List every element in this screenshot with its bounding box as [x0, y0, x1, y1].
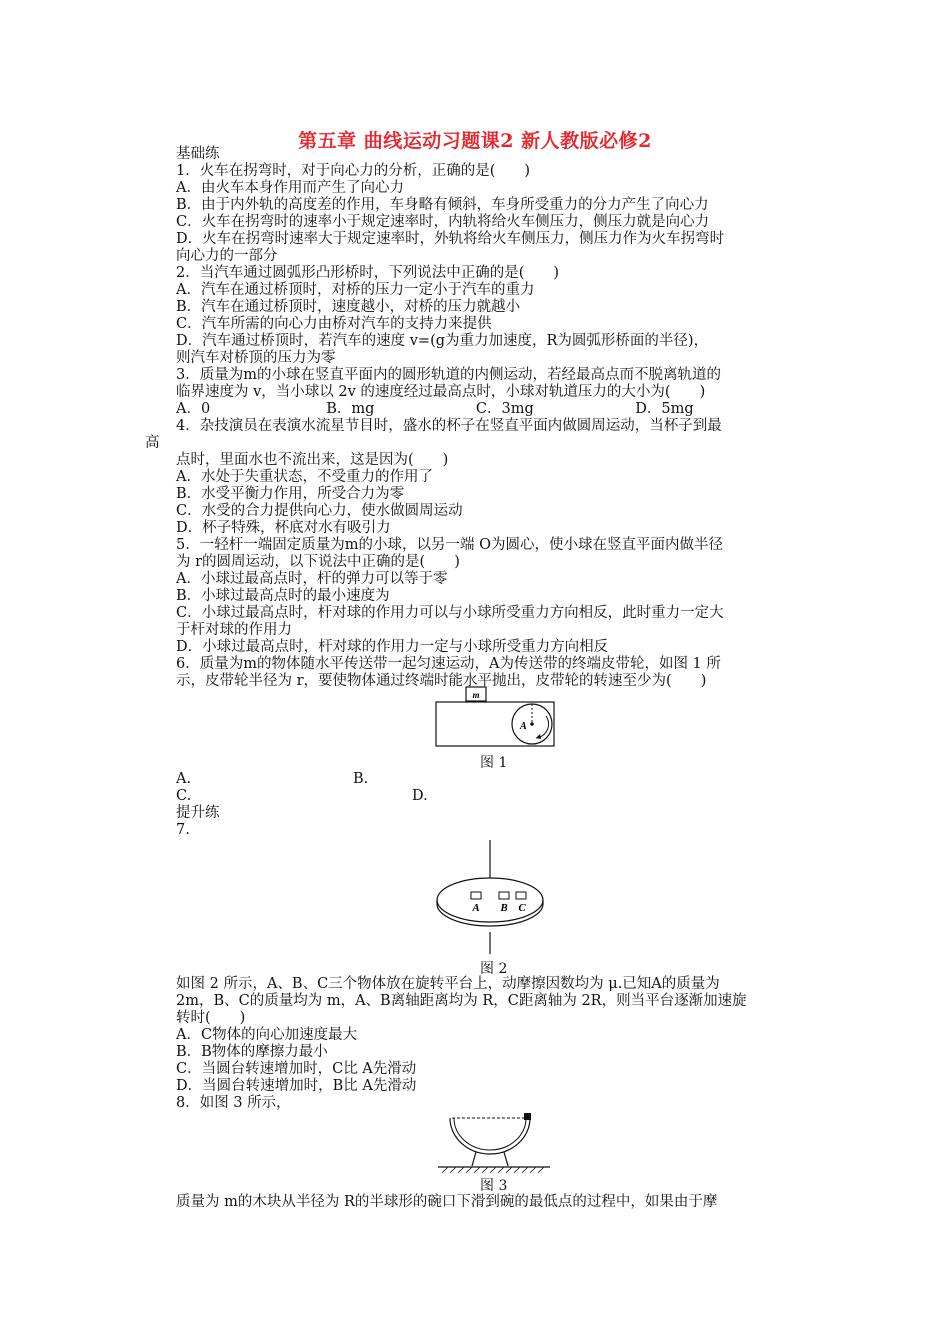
q6-stem: 6．质量为m的物体随水平传送带一起匀速运动，A为传送带的终端皮带轮，如图 1 所: [176, 656, 721, 672]
q5-option-a: A．小球过最高点时，杆的弹力可以等于零: [176, 571, 448, 587]
q6-option-b: B.: [353, 771, 369, 787]
block-m-label: m: [472, 690, 480, 700]
q1-option-d: D．火车在拐弯时速率大于规定速率时，外轨将给火车侧压力，侧压力作为火车拐弯时: [176, 231, 725, 247]
figure-3-caption: 图 3: [480, 1178, 508, 1194]
q5-stem: 5．一轻杆一端固定质量为m的小球，以另一端 O为圆心，使小球在竖直平面内做半径: [176, 537, 723, 553]
ground-hatch: [442, 1167, 544, 1173]
q7-option-a: A．C物体的向心加速度最大: [176, 1027, 358, 1043]
q5-option-c-cont: 于杆对球的作用力: [176, 622, 292, 638]
q4-stem-cont: 点时，里面水也不流出来，这是因为( ): [176, 452, 449, 468]
q6-option-c: C.: [176, 788, 192, 804]
q2-option-b: B．汽车在通过桥顶时，速度越小，对桥的压力就越小: [176, 299, 521, 315]
platform-top: [437, 878, 543, 922]
object-a-label: A: [472, 902, 480, 914]
q7-option-b: B．B物体的摩擦力最小: [176, 1044, 328, 1060]
q2-option-d: D．汽车通过桥顶时，若汽车的速度 v=(g为重力加速度，R为圆弧形桥面的半径)，: [176, 333, 709, 349]
q5-option-d: D．小球过最高点时，杆对球的作用力一定与小球所受重力方向相反: [176, 639, 609, 655]
q2-option-d-cont: 则汽车对桥顶的压力为零: [176, 350, 336, 366]
q6-stem-cont: 示，皮带轮半径为 r，要使物体通过终端时能水平抛出，皮带轮的转速至少为( ): [176, 673, 707, 689]
q4-option-d: D．杯子特殊，杯底对水有吸引力: [176, 520, 391, 536]
object-c-box: [516, 892, 526, 899]
q3-stem-cont: 临界速度为 v，当小球以 2v 的速度经过最高点时，小球对轨道压力的大小为( ): [176, 384, 706, 400]
rotation-arrow: [536, 716, 549, 738]
q4-option-c: C．水受的合力提供向心力，使水做圆周运动: [176, 503, 463, 519]
q6-option-a: A.: [176, 771, 192, 787]
q1-option-b: B．由于内外轨的高度差的作用，车身略有倾斜，车身所受重力的分力产生了向心力: [176, 197, 709, 213]
pulley-label: A: [520, 721, 527, 732]
object-c-label: C: [518, 902, 526, 914]
figure-1-caption: 图 1: [480, 755, 508, 771]
page-title: 第五章 曲线运动习题课2 新人教版必修2: [298, 130, 652, 152]
figure-3-bowl: [430, 1110, 560, 1178]
q4-option-b: B．水受平衡力作用，所受合力为零: [176, 486, 405, 502]
bowl-outer: [450, 1118, 530, 1154]
q4-stem-overflow: 高: [145, 435, 160, 451]
q5-option-c: C．小球过最高点时，杆对球的作用力可以与小球所受重力方向相反，此时重力一定大: [176, 605, 724, 621]
q5-stem-cont: 为 r的圆周运动，以下说法中正确的是( ): [176, 554, 460, 570]
q1-stem: 1．火车在拐弯时，对于向心力的分析，正确的是( ): [176, 163, 531, 179]
conveyor-belt: [436, 702, 554, 746]
section-basic: 基础练: [176, 146, 220, 162]
q2-stem: 2．当汽车通过圆弧形凸形桥时，下列说法中正确的是( ): [176, 265, 560, 281]
q7-option-d: D．当圆台转速增加时，B比 A先滑动: [176, 1078, 417, 1094]
q8-stem: 8．如图 3 所示，: [176, 1095, 291, 1111]
q7-option-c: C．当圆台转速增加时，C比 A先滑动: [176, 1061, 417, 1077]
q5-option-b: B．小球过最高点时的最小速度为: [176, 588, 390, 604]
q7-number: 7.: [176, 822, 190, 838]
figure-1-conveyor: [430, 686, 560, 752]
q2-option-a: A．汽车在通过桥顶时，对桥的压力一定小于汽车的重力: [176, 282, 535, 298]
object-a-box: [471, 892, 481, 899]
q7-stem: 如图 2 所示，A、B、C三个物体放在旋转平台上，动摩擦因数均为 μ.已知A的质量为: [176, 976, 720, 992]
object-b-box: [499, 892, 509, 899]
q8-stem-cont: 质量为 m的木块从半径为 R的半球形的碗口下滑到碗的最低点的过程中，如果由于摩: [176, 1194, 718, 1210]
object-b-label: B: [500, 902, 508, 914]
q7-stem-cont: 2m，B、C的质量均为 m，A、B离轴距离均为 R，C距离轴为 2R，则当平台逐渐加速旋: [176, 993, 747, 1009]
q7-stem-cont2: 转时( ): [176, 1010, 246, 1026]
q1-option-d-cont: 向心力的一部分: [176, 248, 278, 264]
q4-stem: 4．杂技演员在表演水流星节目时，盛水的杯子在竖直平面内做圆周运动，当杯子到最: [176, 418, 722, 434]
q1-option-a: A．由火车本身作用而产生了向心力: [176, 180, 404, 196]
q3-options: A．0 B．mg C．3mg D．5mg: [176, 401, 694, 417]
bowl-inner: [454, 1118, 526, 1150]
section-advanced: 提升练: [176, 805, 220, 821]
q6-option-d: D.: [412, 788, 428, 804]
q1-option-c: C．火车在拐弯时的速率小于规定速率时，内轨将给火车侧压力，侧压力就是向心力: [176, 214, 710, 230]
figure-2-turntable: [430, 838, 560, 956]
q4-option-a: A．水处于失重状态，不受重力的作用了: [176, 469, 433, 485]
q3-stem: 3．质量为m的小球在竖直平面内的圆形轨道的内侧运动，若经最高点而不脱离轨道的: [176, 367, 721, 383]
figure-2-caption: 图 2: [480, 961, 508, 977]
q2-option-c: C．汽车所需的向心力由桥对汽车的支持力来提供: [176, 316, 492, 332]
